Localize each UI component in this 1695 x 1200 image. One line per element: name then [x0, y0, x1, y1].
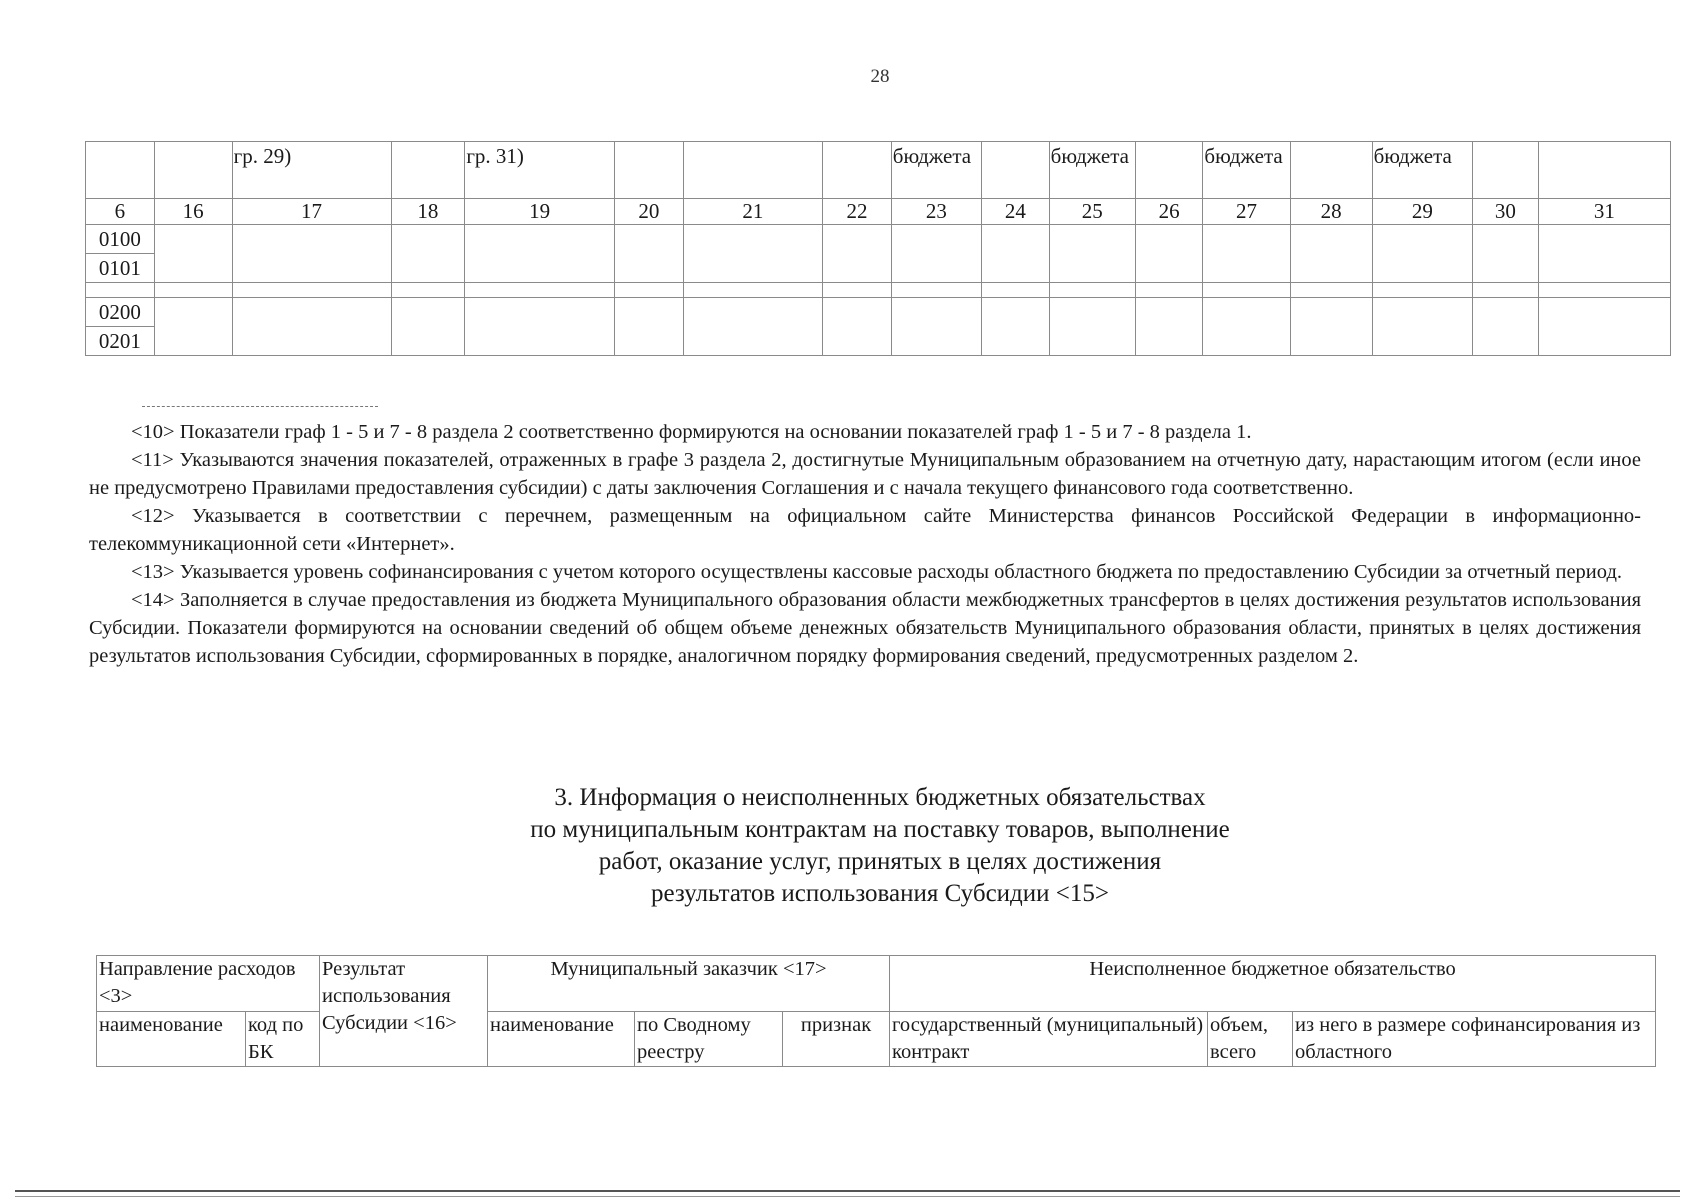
column-number: 21 [683, 199, 822, 225]
column-number: 23 [891, 199, 981, 225]
header-fragment: бюджета [891, 142, 981, 199]
column-number: 26 [1135, 199, 1203, 225]
footnote-12: <12> Указывается в соответствии с перечнем, размещенным на официальном сайте Министерства финансов Российской Федерации в информационно-телекоммуникационной сети «Интернет». [89, 505, 1641, 555]
row-code: 0101 [86, 254, 155, 283]
column-numbers-row [86, 199, 1671, 225]
continuation-table [85, 141, 1671, 356]
registry-header: по Сводному реестру [635, 1012, 783, 1067]
footnote-11: <11> Указываются значения показателей, отраженных в графе 3 раздела 2, достигнутые Муниципальным образованием на отчетную дату, нарастающим итогом (если иное не предусмотрено Правилами предоставления субсидии) с даты заключения Соглашения и с начала текущего финансового года соответственно. [89, 449, 1641, 499]
budget-code-header: код по БК [246, 1012, 320, 1067]
table-row [86, 298, 1671, 327]
column-number: 18 [391, 199, 465, 225]
column-number: 19 [465, 199, 615, 225]
section-title-line: работ, оказание услуг, принятых в целях достижения [598, 848, 1162, 875]
footnote-10: <10> Показатели граф 1 - 5 и 7 - 8 раздела 2 соответственно формируются на основании показателей граф 1 - 5 и 7 - 8 раздела 1. [131, 421, 1252, 443]
column-number: 16 [154, 199, 232, 225]
table-row [86, 225, 1671, 254]
column-number: 24 [982, 199, 1050, 225]
customer-header: Муниципальный заказчик <17> [488, 956, 890, 1012]
header-fragment: гр. 29) [232, 142, 391, 199]
result-header: Результат использования Субсидии <16> [320, 956, 488, 1067]
row-code: 0200 [86, 298, 155, 327]
section-title-line: 3. Информация о неисполненных бюджетных обязательствах [554, 784, 1206, 811]
header-fragment: гр. 31) [465, 142, 615, 199]
footnote-separator [142, 406, 378, 407]
column-number: 22 [823, 199, 892, 225]
obligation-header: Неисполненное бюджетное обязательство [890, 956, 1656, 1012]
direction-name-header: наименование [97, 1012, 246, 1067]
column-number: 29 [1372, 199, 1472, 225]
column-number: 31 [1538, 199, 1670, 225]
row-code: 0201 [86, 327, 155, 356]
footnotes [89, 418, 1641, 670]
direction-header: Направление расходов <3> [97, 956, 320, 1012]
column-number: 30 [1473, 199, 1539, 225]
row-code: 0100 [86, 225, 155, 254]
section-3-title [0, 782, 1695, 910]
unfulfilled-obligations-table [96, 955, 1656, 1067]
column-number: 6 [86, 199, 155, 225]
header-fragment: бюджета [1049, 142, 1135, 199]
column-number: 20 [614, 199, 683, 225]
volume-header: объем, всего [1208, 1012, 1293, 1067]
table-header-row [97, 956, 1656, 1012]
contract-header: государственный (муниципальный) контракт [890, 1012, 1208, 1067]
column-number: 27 [1203, 199, 1290, 225]
header-fragment: бюджета [1203, 142, 1290, 199]
section-title-line: по муниципальным контрактам на поставку товаров, выполнение [530, 816, 1230, 843]
column-number: 17 [232, 199, 391, 225]
customer-name-header: наименование [488, 1012, 635, 1067]
page-bottom-rule [15, 1190, 1680, 1192]
table-row [86, 142, 1671, 199]
page-bottom-rule [15, 1196, 1680, 1197]
table-row [86, 283, 1671, 298]
footnote-14: <14> Заполняется в случае предоставления из бюджета Муниципального образования области межбюджетных трансфертов в целях достижения результатов использования Субсидии. Показатели формируются на основании сведений об общем объеме денежных обязательств Муниципального образования области, принятых в целях достижения результатов использования Субсидии, сформированных в порядке, аналогичном порядку формирования сведений, предусмотренных разделом 2. [89, 589, 1641, 667]
header-fragment: бюджета [1372, 142, 1472, 199]
column-number: 28 [1290, 199, 1372, 225]
column-number: 25 [1049, 199, 1135, 225]
sign-header: признак [783, 1012, 890, 1067]
footnote-13: <13> Указывается уровень софинансирования с учетом которого осуществлены кассовые расходы областного бюджета по предоставлению Субсидии за отчетный период. [131, 561, 1622, 583]
section-title-line: результатов использования Субсидии <15> [651, 880, 1109, 907]
cofinancing-header: из него в размере софинансирования из областного [1293, 1012, 1656, 1067]
page-number: 28 [870, 66, 890, 87]
